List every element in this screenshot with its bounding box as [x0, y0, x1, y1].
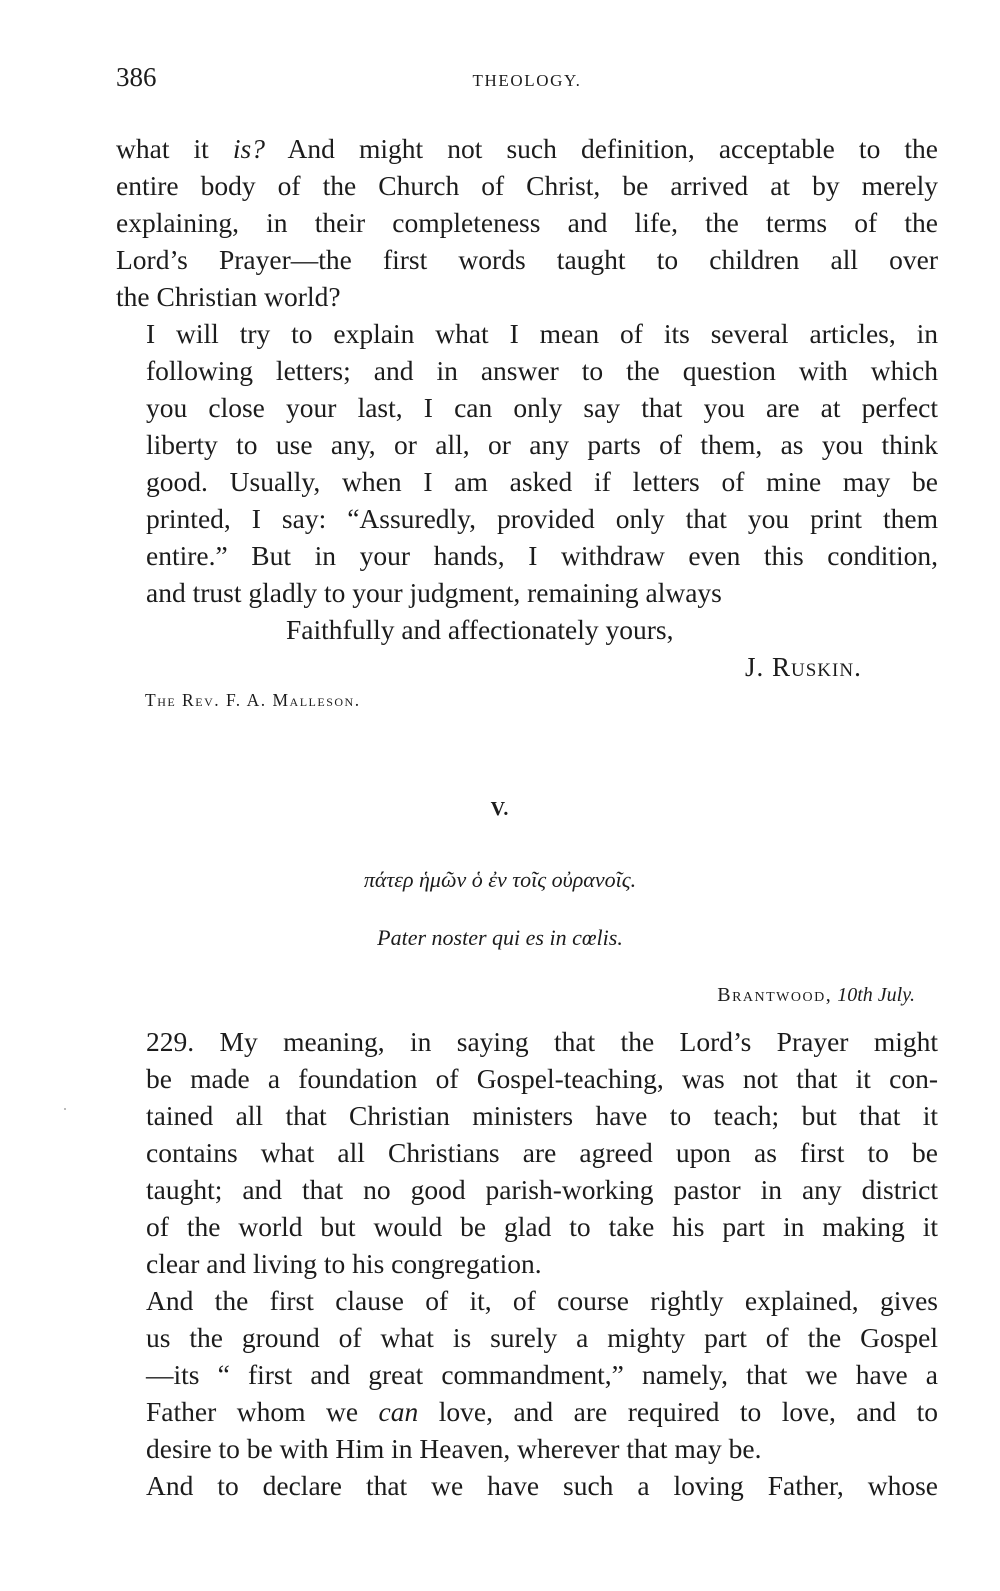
dateline-date: 10th July. [832, 984, 915, 1006]
text-line: printed, I say: “Assuredly, provided only that you print them [146, 503, 938, 534]
text-line: clear and living to his congregation. [146, 1248, 542, 1279]
greek-epigraph: πάτερ ἡμῶν ὁ ἐν τοῖς οὐρανοῖς. [363, 867, 637, 892]
dateline [717, 984, 915, 1007]
text-line: taught; and that no good parish-working pastor in any district [146, 1174, 938, 1205]
text-line: following letters; and in answer to the question with which [146, 355, 938, 386]
text-line: tained all that Christian ministers have to teach; but that it [146, 1100, 938, 1131]
paragraph-2 [116, 315, 938, 611]
letter-closing: Faithfully and affectionately yours, [286, 614, 674, 645]
page-header [116, 62, 938, 102]
text-line: —its “ first and great commandment,” namely, that we have a [146, 1359, 938, 1390]
text-line: and trust gladly to your judgment, remaining always [146, 577, 722, 608]
text-line: contains what all Christians are agreed upon as first to be [146, 1137, 938, 1168]
text-line: the Christian world? [116, 281, 341, 312]
text-line: And the first clause of it, of course rightly explained, gives [146, 1285, 938, 1316]
text-line: explaining, in their completeness and life, the terms of the [116, 207, 938, 238]
text-line: of the world but would be glad to take his part in making it [146, 1211, 938, 1242]
running-head: THEOLOGY. [472, 71, 582, 90]
dateline-place: Brantwood, [717, 984, 833, 1006]
text-line: us the ground of what is surely a mighty part of the Gospel [146, 1322, 938, 1353]
paragraph-4 [116, 1282, 938, 1467]
text-line: entire body of the Church of Christ, be arrived at by merely [116, 170, 938, 201]
text-line: I will try to explain what I mean of its several articles, in [146, 318, 938, 349]
paragraph-229 [116, 1023, 938, 1282]
text-line: you close your last, I can only say that you are at perfect [146, 392, 938, 423]
paragraph-1 [116, 130, 938, 315]
text-line: And to declare that we have such a loving Father, whose [146, 1470, 938, 1501]
letter-signature: J. Ruskin. [745, 652, 862, 682]
latin-epigraph: Pater noster qui es in cœlis. [377, 925, 623, 950]
text-line: what it is? And might not such definition, acceptable to the [116, 133, 938, 164]
emphasis-can: can [378, 1396, 419, 1427]
section-number: V. [490, 798, 510, 820]
text-line: good. Usually, when I am asked if letters of mine may be [146, 466, 938, 497]
page-number: 386 [116, 62, 157, 92]
text-line: liberty to use any, or all, or any parts of them, as you think [146, 429, 938, 460]
text-line: entire.” But in your hands, I withdraw even this condition, [146, 540, 938, 571]
text-line: desire to be with Him in Heaven, wherever that may be. [146, 1433, 762, 1464]
letter-addressee: The Rev. F. A. Malleson. [145, 690, 361, 710]
scan-speck [64, 1108, 66, 1110]
emphasis-is: is? [232, 133, 265, 164]
paragraph-5 [116, 1467, 938, 1504]
text-line: 229. My meaning, in saying that the Lord’s Prayer might [146, 1026, 938, 1057]
text-line: Father whom we can love, and are required to love, and to [146, 1396, 938, 1427]
text-line: Lord’s Prayer—the first words taught to children all over [116, 244, 938, 275]
text-line: be made a foundation of Gospel-teaching, was not that it con- [146, 1063, 938, 1094]
